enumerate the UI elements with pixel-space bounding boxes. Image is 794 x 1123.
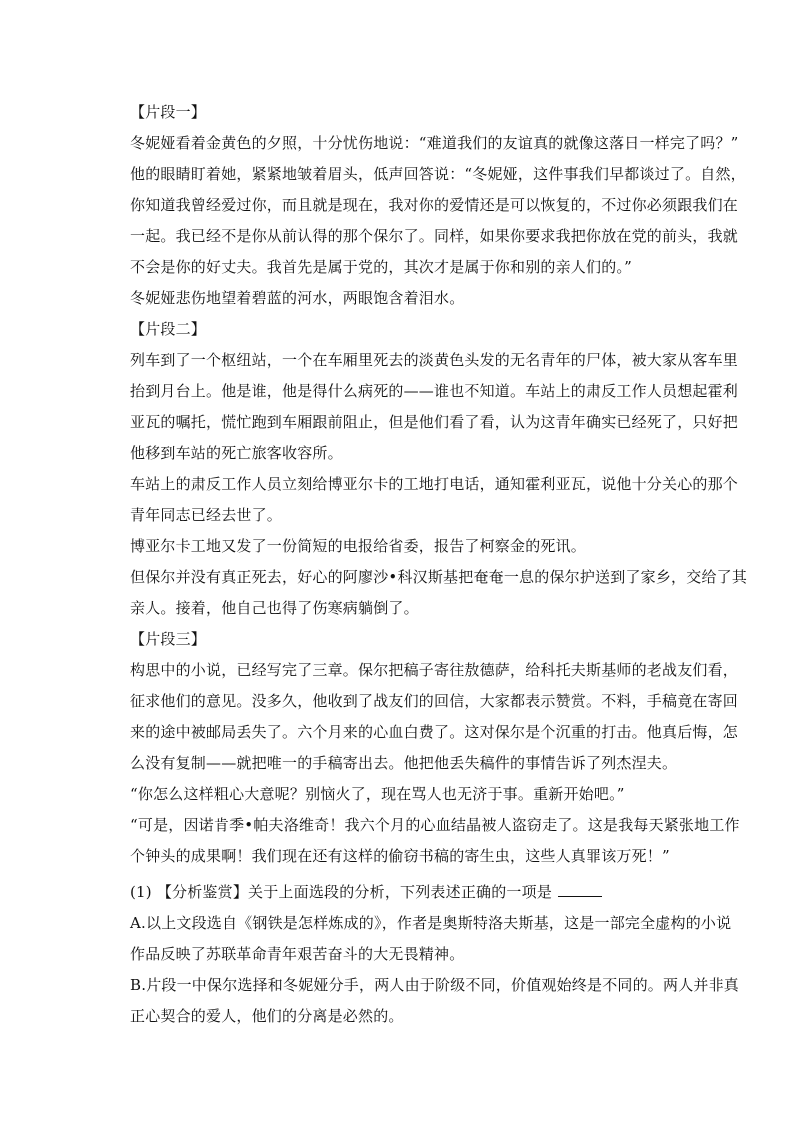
- answer-blank: [558, 882, 602, 897]
- section1-line: 一起。我已经不是你从前认得的那个保尔了。同样，如果你要求我把你放在党的前头，我就: [130, 227, 739, 245]
- section2-line: 抬到月台上。他是谁，他是得什么病死的——谁也不知道。车站上的肃反工作人员想起霍利: [130, 382, 739, 400]
- question-option-line: A.以上文段选自《钢铁是怎样炼成的》，作者是奥斯特洛夫斯基，这是一部完全虚构的小说: [130, 914, 732, 932]
- section1-heading: 【片段一】: [130, 103, 207, 121]
- section3-heading: 【片段三】: [130, 630, 207, 648]
- section1-line: 冬妮娅悲伤地望着碧蓝的河水，两眼饱含着泪水。: [130, 289, 465, 307]
- section3-line: 么没有复制——就把唯一的手稿寄出去。他把他丢失稿件的事情告诉了列杰涅夫。: [130, 754, 678, 772]
- section3-line: 来的途中被邮局丢失了。六个月来的心血白费了。这对保尔是个沉重的打击。他真后悔，怎: [130, 723, 739, 741]
- section3-line: 个钟头的成果啊！我们现在还有这样的偷窃书稿的寄生虫，这些人真罪该万死！”: [130, 847, 670, 865]
- section3-line: “你怎么这样粗心大意呢？别恼火了，现在骂人也无济于事。重新开始吧。”: [130, 785, 625, 803]
- section1-line: 他的眼睛盯着她，紧紧地皱着眉头，低声回答说：“冬妮娅，这件事我们早都谈过了。自然，: [130, 165, 746, 183]
- section3-line: “可是，因诺肯季•帕夫洛维奇！我六个月的心血结晶被人盗窃走了。这是我每天紧张地工作: [130, 816, 740, 834]
- question-option-line: 正心契合的爱人，他们的分离是必然的。: [130, 1007, 404, 1025]
- question-stem-row: [130, 882, 602, 902]
- section2-heading: 【片段二】: [130, 320, 207, 338]
- section2-line: 列车到了一个枢纽站，一个在车厢里死去的淡黄色头发的无名青年的尸体，被大家从客车里: [130, 351, 739, 369]
- section2-line: 但保尔并没有真正死去，好心的阿廖沙•科汉斯基把奄奄一息的保尔护送到了家乡，交给了其: [130, 568, 748, 586]
- section2-line: 他移到车站的死亡旅客收容所。: [130, 444, 343, 462]
- section1-line: 冬妮娅看着金黄色的夕照，十分忧伤地说：“难道我们的友谊真的就像这落日一样完了吗？”: [130, 134, 739, 152]
- section3-line: 构思中的小说，已经写完了三章。保尔把稿子寄往敖德萨，给科托夫斯基师的老战友们看，: [130, 661, 739, 679]
- section1-line: 你知道我曾经爱过你，而且就是现在，我对你的爱情还是可以恢复的，不过你必须跟我们在: [130, 196, 739, 214]
- question-option-line: 作品反映了苏联革命青年艰苦奋斗的大无畏精神。: [130, 945, 465, 963]
- section2-line: 青年同志已经去世了。: [130, 506, 283, 524]
- section2-line: 亲人。接着，他自己也得了伤寒病躺倒了。: [130, 599, 419, 617]
- section1-line: 不会是你的好丈夫。我首先是属于党的，其次才是属于你和别的亲人们的。”: [130, 258, 632, 276]
- section2-line: 车站上的肃反工作人员立刻给博亚尔卡的工地打电话，通知霍利亚瓦，说他十分关心的那个: [130, 475, 739, 493]
- question-option-line: B.片段一中保尔选择和冬妮娅分手，两人由于阶级不同，价值观始终是不同的。两人并非真: [130, 976, 739, 994]
- section2-line: 亚瓦的嘱托，慌忙跑到车厢跟前阻止，但是他们看了看，认为这青年确实已经死了，只好把: [130, 413, 739, 431]
- question-stem: (1) 【分析鉴赏】关于上面选段的分析，下列表述正确的一项是: [130, 883, 553, 901]
- section3-line: 征求他们的意见。没多久，他收到了战友们的回信，大家都表示赞赏。不料，手稿竟在寄回: [130, 692, 739, 710]
- section2-line: 博亚尔卡工地又发了一份简短的电报给省委，报告了柯察金的死讯。: [130, 537, 587, 555]
